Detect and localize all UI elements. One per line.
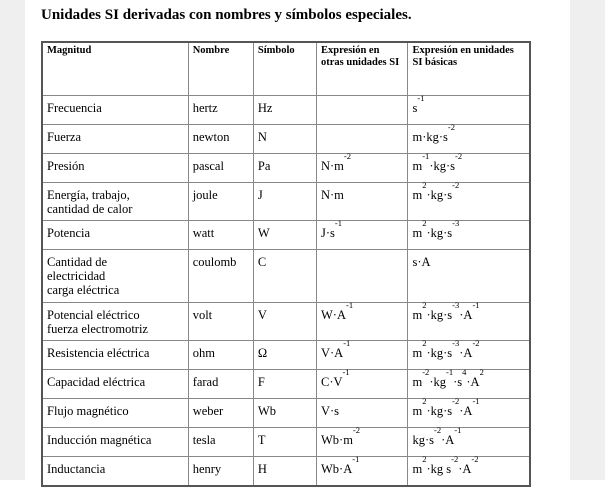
cell-unidades-basicas: $m\cdot kg\cdot s^{-2}$ <box>408 125 530 154</box>
cell-unidades-basicas: $m^2\cdot kg\cdot s^{-3}\cdot A^{-2}$ <box>408 341 530 370</box>
cell-otras-unidades: V·s <box>316 399 408 428</box>
cell-otras-unidades <box>316 250 408 303</box>
cell-magnitud: Energía, trabajo, cantidad de calor <box>42 183 188 221</box>
cell-otras-unidades: $N\cdot m^{-2}$ <box>316 154 408 183</box>
cell-unidades-basicas: $s^{-1}$ <box>408 96 530 125</box>
header-magnitud: Magnitud <box>42 42 188 96</box>
table-row <box>42 428 530 457</box>
cell-nombre: watt <box>188 221 253 250</box>
table-header-row <box>42 42 530 96</box>
table-row <box>42 341 530 370</box>
cell-unidades-basicas: $kg\cdot s^{-2}\cdot A^{-1}$ <box>408 428 530 457</box>
cell-magnitud: Potencia <box>42 221 188 250</box>
cell-nombre: joule <box>188 183 253 221</box>
cell-simbolo: C <box>253 250 316 303</box>
cell-unidades-basicas: $m^2\cdot kg\cdot s^{-3}\cdot A^{-1}$ <box>408 303 530 341</box>
cell-simbolo: Ω <box>253 341 316 370</box>
cell-unidades-basicas: $m^2\cdot kg$ $s^{-2}\cdot A^{-2}$ <box>408 457 530 487</box>
cell-otras-unidades: $W\cdot A^{-1}$ <box>316 303 408 341</box>
cell-simbolo: H <box>253 457 316 487</box>
cell-nombre: tesla <box>188 428 253 457</box>
cell-otras-unidades: $J\cdot s^{-1}$ <box>316 221 408 250</box>
cell-magnitud: Inducción magnética <box>42 428 188 457</box>
table-row <box>42 457 530 487</box>
cell-magnitud: Flujo magnético <box>42 399 188 428</box>
si-derived-units-table <box>41 41 531 487</box>
cell-simbolo: Pa <box>253 154 316 183</box>
cell-otras-unidades: $C\cdot V^{-1}$ <box>316 370 408 399</box>
cell-simbolo: J <box>253 183 316 221</box>
cell-nombre: weber <box>188 399 253 428</box>
cell-unidades-basicas: $m^2\cdot kg\cdot s^{-3}$ <box>408 221 530 250</box>
cell-simbolo: N <box>253 125 316 154</box>
cell-nombre: hertz <box>188 96 253 125</box>
cell-magnitud: Presión <box>42 154 188 183</box>
cell-otras-unidades <box>316 96 408 125</box>
header-nombre: Nombre <box>188 42 253 96</box>
cell-unidades-basicas: $m^2\cdot kg\cdot s^{-2}$ <box>408 183 530 221</box>
cell-unidades-basicas: $m^2\cdot kg\cdot s^{-2}\cdot A^{-1}$ <box>408 399 530 428</box>
cell-simbolo: F <box>253 370 316 399</box>
cell-otras-unidades <box>316 125 408 154</box>
table-row <box>42 250 530 303</box>
page-title: Unidades SI derivadas con nombres y símbolos especiales. <box>41 7 412 23</box>
right-page-margin <box>570 0 605 480</box>
cell-simbolo: V <box>253 303 316 341</box>
cell-nombre: volt <box>188 303 253 341</box>
table-row <box>42 303 530 341</box>
cell-simbolo: Hz <box>253 96 316 125</box>
header-unidades-basicas: Expresión en unidades SI básicas <box>408 42 530 96</box>
cell-magnitud: Potencial eléctrico fuerza electromotriz <box>42 303 188 341</box>
cell-otras-unidades: $V\cdot A^{-1}$ <box>316 341 408 370</box>
cell-unidades-basicas: $m^{-2}\cdot kg^{-1}\cdot s^4\cdot A^2$ <box>408 370 530 399</box>
cell-magnitud: Inductancia <box>42 457 188 487</box>
table-row <box>42 399 530 428</box>
cell-nombre: coulomb <box>188 250 253 303</box>
cell-nombre: pascal <box>188 154 253 183</box>
table-row <box>42 96 530 125</box>
cell-otras-unidades: $Wb\cdot A^{-1}$ <box>316 457 408 487</box>
table-row <box>42 221 530 250</box>
table-row <box>42 370 530 399</box>
cell-unidades-basicas: $m^{-1}\cdot kg\cdot s^{-2}$ <box>408 154 530 183</box>
left-page-margin <box>0 0 25 480</box>
cell-simbolo: T <box>253 428 316 457</box>
cell-magnitud: Resistencia eléctrica <box>42 341 188 370</box>
table-row <box>42 154 530 183</box>
header-otras-unidades: Expresión en otras unidades SI <box>316 42 408 96</box>
table-row <box>42 125 530 154</box>
cell-simbolo: W <box>253 221 316 250</box>
cell-simbolo: Wb <box>253 399 316 428</box>
cell-nombre: henry <box>188 457 253 487</box>
cell-magnitud: Frecuencia <box>42 96 188 125</box>
cell-unidades-basicas: s·A <box>408 250 530 303</box>
header-simbolo: Símbolo <box>253 42 316 96</box>
cell-otras-unidades: $Wb\cdot m^{-2}$ <box>316 428 408 457</box>
table-row <box>42 183 530 221</box>
cell-nombre: newton <box>188 125 253 154</box>
cell-otras-unidades: N·m <box>316 183 408 221</box>
cell-magnitud: Cantidad de electricidad carga eléctrica <box>42 250 188 303</box>
cell-nombre: ohm <box>188 341 253 370</box>
cell-nombre: farad <box>188 370 253 399</box>
cell-magnitud: Fuerza <box>42 125 188 154</box>
cell-magnitud: Capacidad eléctrica <box>42 370 188 399</box>
document-content <box>25 0 570 480</box>
